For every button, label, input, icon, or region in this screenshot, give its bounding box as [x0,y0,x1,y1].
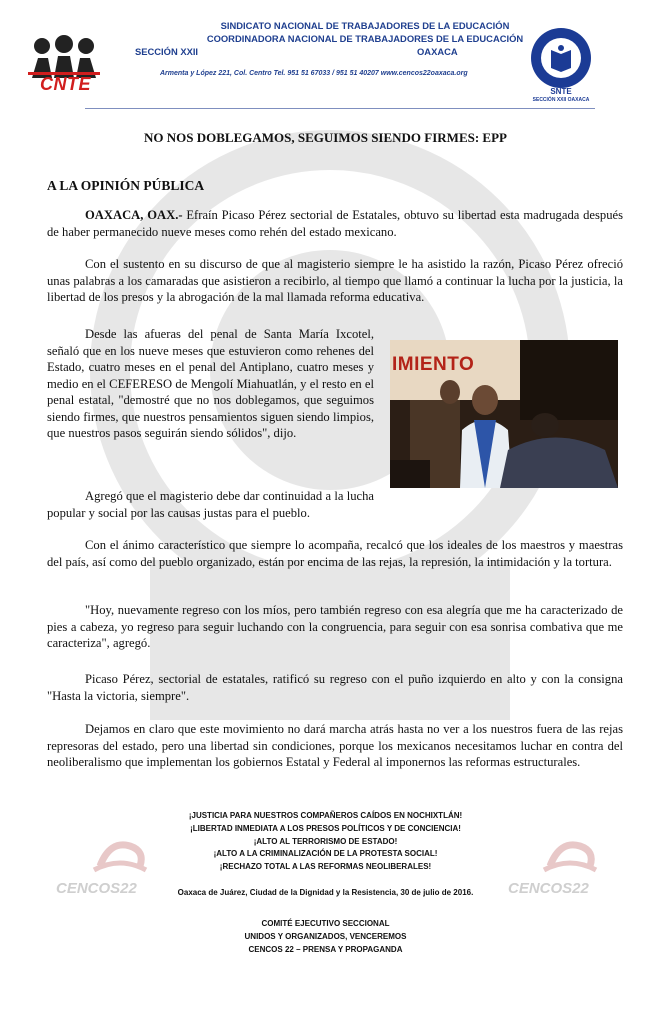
paragraph-6: "Hoy, nuevamente regreso con los míos, pero también regreso con esa alegría que me ha caracterizado de pies a cabeza, yo regreso para seguir luchando con la congruencia, para seguir con esa sonrisa combativa que me caracteriza", agregó. [47,603,623,650]
snte-logo-subtext: SECCIÓN XXII OAXACA [532,97,590,103]
paragraph-5: Con el ánimo característico que siempre lo acompaña, recalcó que los ideales de los maestros y maestras del país, así como del pueblo organizado, están por encima de las rejas, la represión, la intimidación y la tortura. [47,538,623,569]
header-address: Armenta y López 221, Col. Centro Tel. 951 51 67033 / 951 51 40207 www.cencos22oaxaca.org [160,70,468,77]
signature-committee: COMITÉ EJECUTIVO SECCIONAL [261,919,390,928]
header-section: SECCIÓN XXII [135,46,199,57]
paragraph-1-text: Efraín Picaso Pérez sectorial de Estatales, obtuvo su libertad esta madrugada después de haber permanecido nueve meses como rehén del estado mexicano. [47,208,623,239]
section-heading: A LA OPINIÓN PÚBLICA [47,178,205,193]
slogan: ¡LIBERTAD INMEDIATA A LOS PRESOS POLÍTICOS Y DE CONCIENCIA! [190,823,461,833]
slogans-block [0,810,651,874]
cnte-logo-text: CNTE [40,74,91,94]
header-union-name: SINDICATO NACIONAL DE TRABAJADORES DE LA EDUCACIÓN [220,20,510,31]
signature-block [0,918,651,956]
document-title: NO NOS DOBLEGAMOS, SEGUIMOS SIENDO FIRMES: EPP [144,130,507,145]
cencos-logo-left-text: CENCOS22 [56,880,137,897]
paragraph-1 [47,207,623,240]
paragraph-2: Con el sustento en su discurso de que al magisterio siempre le ha asistido la razón, Picaso Pérez ofreció unas palabras a los camaradas que asistieron a recibirlo, al tiempo que llamó a continuar la lucha por la justicia, la libertad de los presos y la abrogación de la mal llamada reforma educativa. [47,257,623,304]
snte-logo-text: SNTE [550,87,572,96]
paragraph-3: Desde las afueras del penal de Santa María Ixcotel, señaló que en los nueve meses que estuvieron como rehenes del Estado, cuatro meses en el penal del Antiplano, cuatro meses y medio en el CEFERESO de Mengolí Miahuatlán, y el resto en el penal estatal, "demostré que no nos doblegamos, que seguimos siendo firmes, que nuestros pensamientos siguen siendo limpios, que nuestros pasos seguirán siendo sólidos", dijo. [47,327,374,440]
slogan: ¡ALTO A LA CRIMINALIZACIÓN DE LA PROTESTA SOCIAL! [213,849,438,859]
news-photo [390,340,618,488]
signature-department: CENCOS 22 – PRENSA Y PROPAGANDA [248,944,403,954]
snte-logo-label [531,88,591,104]
snte-book-icon [549,44,573,72]
signature-motto: UNIDOS Y ORGANIZADOS, VENCEREMOS [244,931,407,941]
photo-sign-text: IMIENTO [392,354,475,375]
header-coordinator-name: COORDINADORA NACIONAL DE TRABAJADORES DE LA EDUCACIÓN [206,33,524,44]
slogan: ¡RECHAZO TOTAL A LAS REFORMAS NEOLIBERALES! [219,862,432,872]
slogan: ¡JUSTICIA PARA NUESTROS COMPAÑEROS CAÍDOS EN NOCHIXTLÁN! [188,811,463,820]
paragraph-8: Dejamos en claro que este movimiento no dará marcha atrás hasta no ver a los nuestros fuera de las rejas represoras del estado, pero una libertad sin condiciones, porque los mexicanos necesitamos luchar en contra del neoliberalismo que implementan los gobiernos Estatal y Federal al imponernos las reformas estructurales. [47,722,623,769]
header-city: OAXACA [417,46,458,57]
paragraph-7: Picaso Pérez, sectorial de estatales, ratificó su regreso con el puño izquierdo en alto y con la consigna "Hasta la victoria, siempre". [47,672,623,703]
slogan: ¡ALTO AL TERRORISMO DE ESTADO! [253,836,398,846]
paragraph-4: Agregó que el magisterio debe dar continuidad a la lucha popular y social por las causas justas para el pueblo. [47,489,374,520]
dateline: OAXACA, OAX.- [85,208,183,222]
header-divider [85,108,595,109]
place-date: Oaxaca de Juárez, Ciudad de la Dignidad y la Resistencia, 30 de julio de 2016. [177,888,474,897]
cencos-logo-right-text: CENCOS22 [508,880,589,897]
